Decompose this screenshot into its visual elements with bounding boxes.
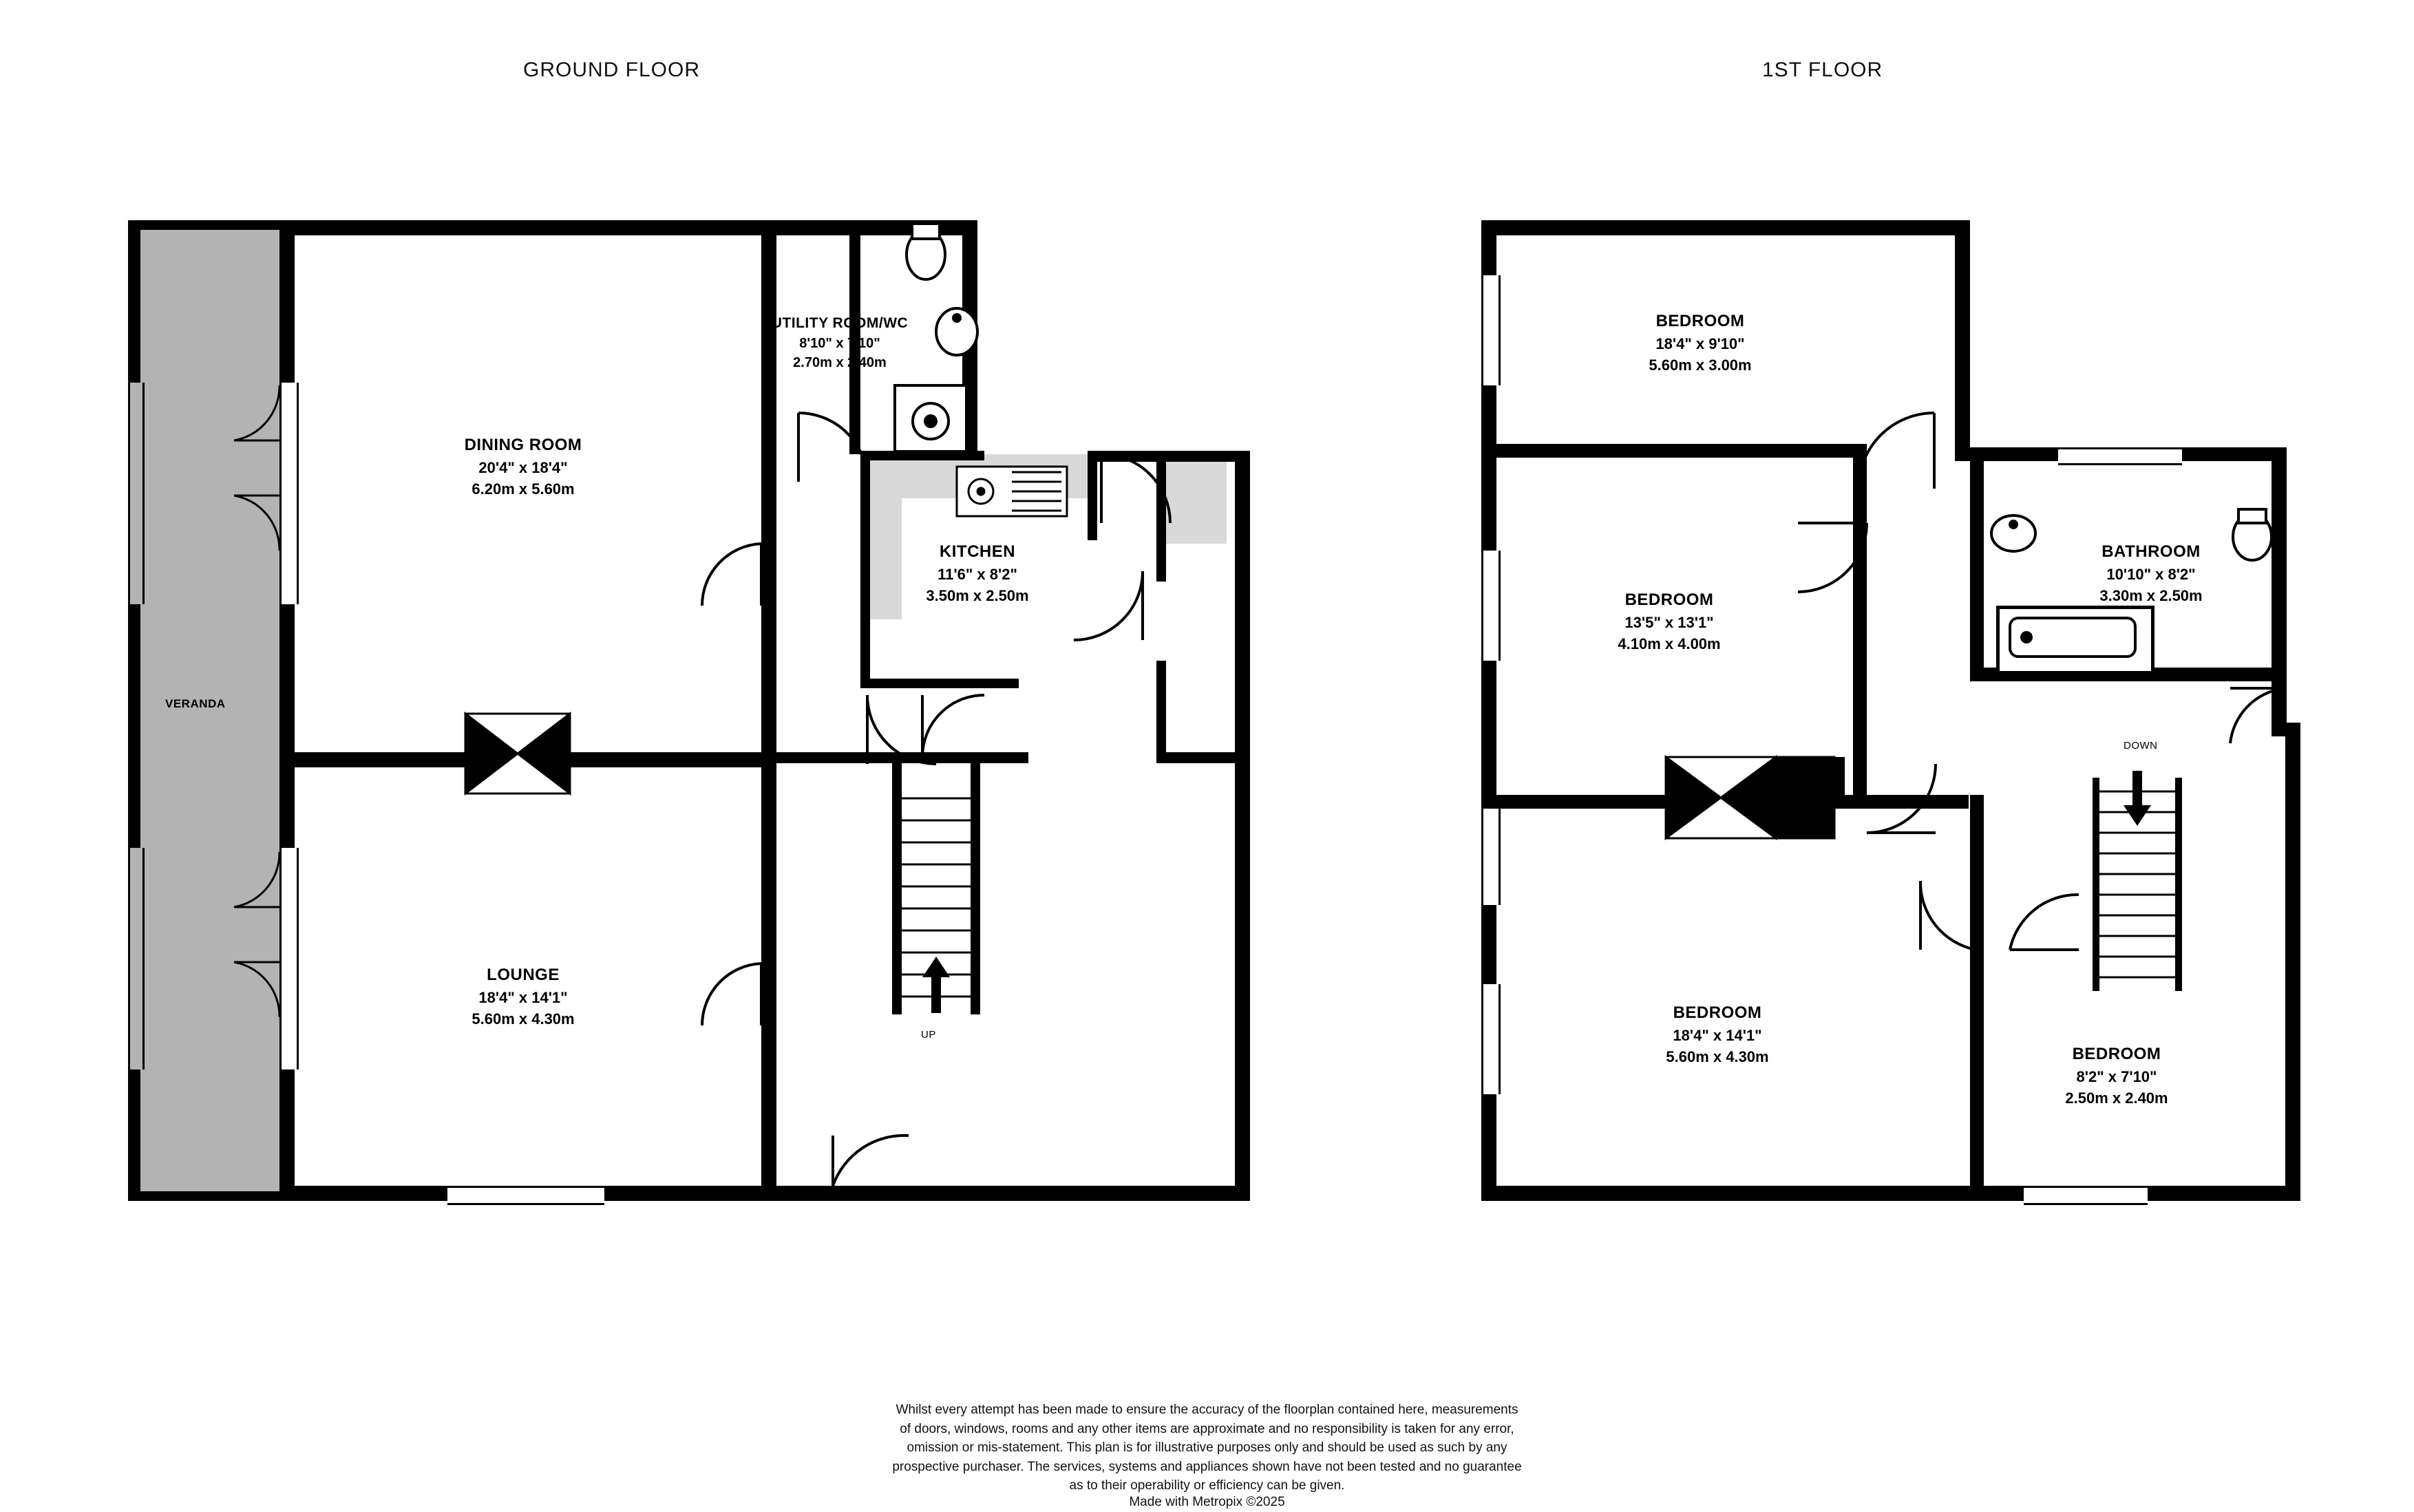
kitchen-counter-top xyxy=(860,454,1088,498)
bedroom2-name: BEDROOM xyxy=(1624,590,1714,609)
bedroom4-imperial: 8'2" x 7'10" xyxy=(2076,1068,2157,1086)
stairs-up-arrow-icon xyxy=(922,957,950,1013)
disclaimer-line-5: as to their operability or efficiency can be given. xyxy=(1069,1478,1345,1493)
window-bedroom2-left-2 xyxy=(1481,795,1501,905)
first-bedroom5-left-wall xyxy=(1970,795,1984,1201)
room-label-bedroom-1 xyxy=(1542,310,1859,376)
bedroom3-name: BEDROOM xyxy=(1673,1003,1762,1022)
disclaimer-line-1: Whilst every attempt has been made to ensure the accuracy of the floorplan contained here, measurements xyxy=(896,1403,1518,1417)
washing-machine-icon xyxy=(895,385,966,451)
kitchen-imperial: 11'6" x 8'2" xyxy=(938,566,1017,584)
bathroom-name: BATHROOM xyxy=(2101,542,2201,561)
veranda-window-top xyxy=(128,383,145,604)
dining-room-imperial: 20'4" x 18'4" xyxy=(478,459,568,477)
kitchen-top-wall xyxy=(860,451,984,460)
lounge-name: LOUNGE xyxy=(487,966,560,984)
first-floor-title: 1ST FLOOR xyxy=(1762,58,1883,81)
first-bottom-wall xyxy=(1481,1186,2300,1201)
door-hall-entry xyxy=(922,695,984,757)
ground-inner-right-vertical-2 xyxy=(1156,661,1166,760)
bathroom-imperial: 10'10" x 8'2" xyxy=(2106,566,2196,584)
ground-hall-bottom-wall xyxy=(776,752,1019,763)
stairs-enclosure-left-wall xyxy=(892,763,902,1014)
veranda-window-bottom xyxy=(128,848,145,1069)
veranda-label: VERANDA xyxy=(165,697,226,710)
room-label-bathroom xyxy=(2010,540,2292,607)
metropix-credit: Made with Metropix ©2025 xyxy=(1129,1495,1285,1509)
utility-room-imperial: 8'10" x 7'10" xyxy=(799,335,880,351)
bedroom4-metric: 2.50m x 2.40m xyxy=(2065,1089,2168,1107)
stairs-up-label: UP xyxy=(921,1029,936,1041)
dining-room-name: DINING ROOM xyxy=(464,436,582,454)
door-bedroom1 xyxy=(1859,413,1934,489)
stairs-down-arrow-icon xyxy=(2124,771,2151,826)
ground-right-wall xyxy=(1235,451,1250,1201)
ground-mid-horizontal-wall xyxy=(279,752,770,767)
door-lounge-hall xyxy=(702,963,761,1025)
kitchen-bottom-wall xyxy=(860,679,1019,688)
bedroom2-metric: 4.10m x 4.00m xyxy=(1618,635,1721,653)
first-right-step-wall xyxy=(2272,723,2300,736)
bathroom-metric: 3.30m x 2.50m xyxy=(2099,587,2203,605)
window-bedroom2-left xyxy=(1481,551,1501,661)
stairs-up-icon xyxy=(902,798,971,997)
first-bedroom4-wall xyxy=(1845,795,1969,809)
ground-right-upper-wall xyxy=(1088,451,1250,462)
lounge-imperial: 18'4" x 14'1" xyxy=(478,989,568,1007)
stairs-down-icon xyxy=(2099,791,2175,977)
utility-room-name: UTILITY ROOM/WC xyxy=(771,315,909,331)
first-right-wall-upper xyxy=(1955,220,1970,458)
door-bedroom3 xyxy=(1920,881,1976,950)
door-dining-hall xyxy=(702,544,761,606)
disclaimer-line-4: prospective purchaser. The services, systems and appliances shown have not been tested and no guarantee xyxy=(892,1459,1522,1474)
room-label-bedroom-3 xyxy=(1563,1001,1872,1068)
ground-hall-right-wall-lower xyxy=(1017,752,1028,763)
window-bedroom4-left xyxy=(1481,984,1501,1094)
room-label-utility-room xyxy=(688,313,991,373)
door-bedroom4 xyxy=(2010,895,2079,950)
dining-room-metric: 6.20m x 5.60m xyxy=(472,480,575,498)
room-label-bedroom-2 xyxy=(1514,588,1824,655)
kitchen-counter-right xyxy=(1163,454,1227,544)
disclaimer-line-2: of doors, windows, rooms and any other items are approximate and no responsibility is taken for any error, xyxy=(900,1421,1514,1436)
first-bedroom2-right-wall xyxy=(1853,444,1867,802)
bedroom1-imperial: 18'4" x 9'10" xyxy=(1655,335,1745,353)
window-lounge-left xyxy=(279,848,299,1069)
first-stairs-right-wall xyxy=(2175,778,2182,991)
room-label-bedroom-4 xyxy=(1969,1043,2265,1109)
first-bedroom1-bottom-wall xyxy=(1481,444,1867,458)
bedroom1-metric: 5.60m x 3.00m xyxy=(1649,356,1752,374)
window-dining-left xyxy=(279,383,299,604)
veranda-bottom-wall xyxy=(128,1191,290,1201)
kitchen-name: KITCHEN xyxy=(939,542,1016,561)
window-first-top-right xyxy=(2058,447,2182,465)
room-label-dining-room xyxy=(351,434,695,500)
kitchen-right-wall xyxy=(1088,451,1097,540)
stairs-down-label: DOWN xyxy=(2124,740,2158,752)
front-door xyxy=(833,1136,909,1186)
bedroom3-imperial: 18'4" x 14'1" xyxy=(1673,1027,1762,1045)
window-lounge-bottom xyxy=(447,1186,604,1205)
stairs-enclosure-right-wall xyxy=(971,763,980,1014)
ground-top-wall xyxy=(279,220,975,235)
window-first-bottom xyxy=(2024,1186,2148,1205)
veranda-top-wall xyxy=(128,220,290,230)
bedroom1-name: BEDROOM xyxy=(1655,312,1745,330)
bedroom2-imperial: 13'5" x 13'1" xyxy=(1624,614,1714,632)
first-stairs-left-wall xyxy=(2093,778,2099,991)
first-bedroom2-bottom-wall xyxy=(1481,795,1681,809)
ground-hall-right-upper xyxy=(1156,752,1250,763)
bedroom4-name: BEDROOM xyxy=(2072,1045,2161,1063)
utility-room-metric: 2.70m x 2.40m xyxy=(793,355,887,371)
disclaimer-text xyxy=(0,1401,2414,1495)
first-right-outer-wall-lower xyxy=(2285,730,2300,1201)
first-bathroom-left-wall xyxy=(1970,447,1984,681)
kitchen-metric: 3.50m x 2.50m xyxy=(926,587,1029,605)
room-label-kitchen xyxy=(854,540,1101,607)
room-label-lounge xyxy=(365,963,681,1030)
first-landing-wall xyxy=(1666,757,1845,771)
disclaimer-line-3: omission or mis-statement. This plan is for illustrative purposes only and should be used as such by any xyxy=(907,1440,1507,1456)
bath-tub-outline xyxy=(1996,606,2154,674)
ground-inner-right-vertical xyxy=(1156,451,1166,582)
lounge-metric: 5.60m x 4.30m xyxy=(472,1010,575,1028)
window-bedroom1-left xyxy=(1481,275,1501,385)
bedroom3-metric: 5.60m x 4.30m xyxy=(1666,1048,1769,1066)
first-top-wall xyxy=(1481,220,1970,235)
ground-floor-title: GROUND FLOOR xyxy=(523,58,701,81)
